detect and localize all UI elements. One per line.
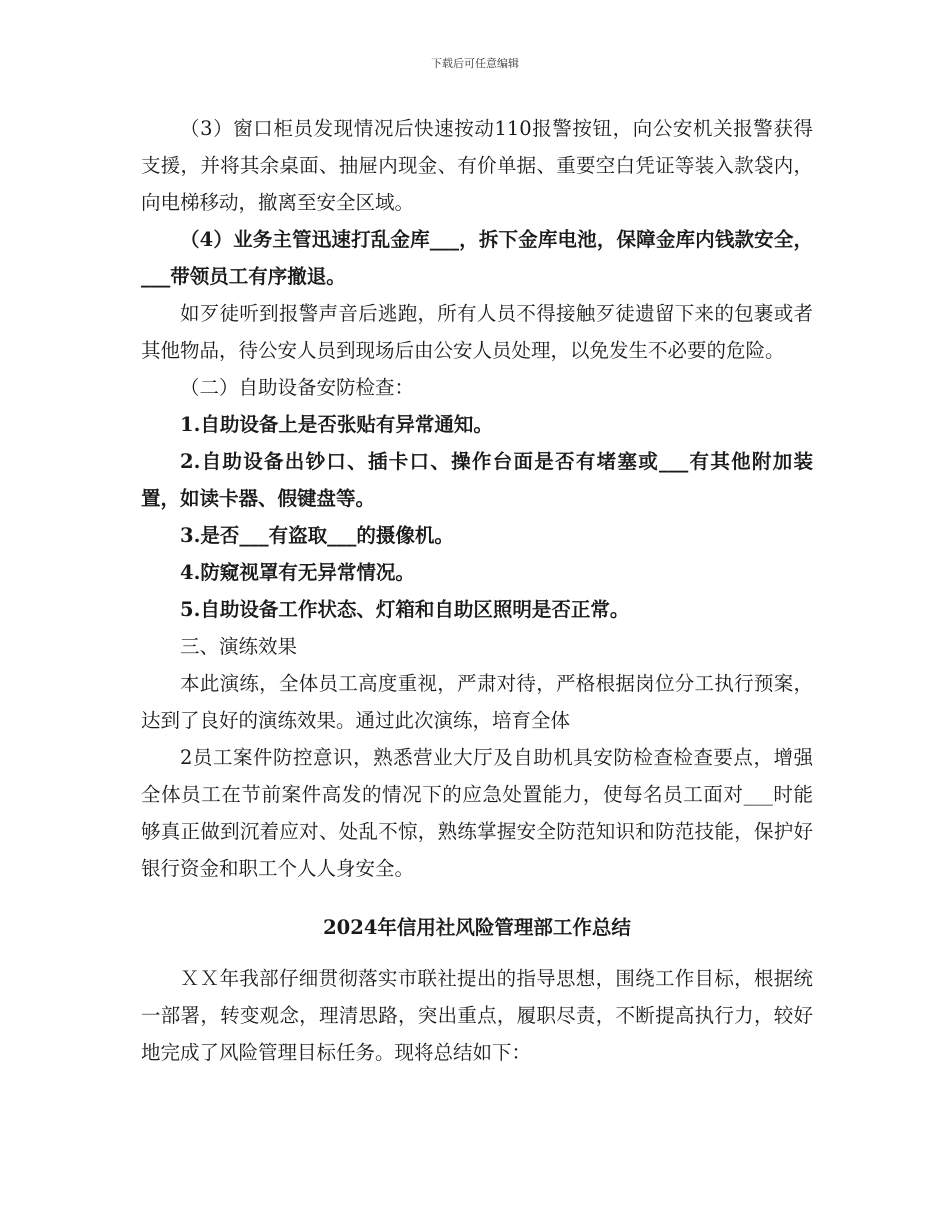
paragraph-drill-benefits: 2员工案件防控意识，熟悉营业大厅及自助机具安防检查检查要点，增强全体员工在节前案件高发的情况下的应急处置能力，使每名员工面对___时能够真正做到沉着应对、处乱不惊，熟练掌握安全防范知识和防范技能，保护好银行资金和职工个人人身安全。 — [141, 746, 813, 880]
paragraph-drill-summary: 本此演练，全体员工高度重视，严肃对待，严格根据岗位分工执行预案，达到了良好的演练效果。通过此次演练，培育全体 — [141, 672, 813, 732]
paragraph-annual-summary: ＸＸ年我部仔细贯彻落实市联社提出的指导思想，围绕工作目标，根据统一部署，转变观念，理清思路，突出重点，履职尽责，不断提高执行力，较好地完成了风险管理目标任务。现将总结如下： — [141, 967, 813, 1064]
paragraph-teller-alarm: （3）窗口柜员发现情况后快速按动110报警按钮，向公安机关报警获得支援，并将其余桌面、抽屉内现金、有价单据、重要空白凭证等装入款袋内，向电梯移动，撤离至安全区域。 — [141, 117, 813, 214]
section-title: 2024年信用社风险管理部工作总结 — [323, 916, 631, 939]
check-item-1: 1.自助设备上是否张贴有异常通知。 — [180, 413, 493, 436]
check-item-3: 3.是否___有盗取___的摄像机。 — [180, 524, 454, 547]
check-item-4: 4.防窥视罩有无异常情况。 — [180, 561, 415, 584]
heading-drill-results: 三、演练效果 — [180, 635, 298, 658]
paragraph-supervisor-vault: （4）业务主管迅速打乱金库___，拆下金库电池，保障金库内钱款安全，___带领员工有序撤退。 — [141, 228, 813, 288]
check-item-2: 2.自助设备出钞口、插卡口、操作台面是否有堵塞或___有其他附加装置，如读卡器、假键盘等。 — [141, 450, 813, 510]
paragraph-robber-flees: 如歹徒听到报警声音后逃跑，所有人员不得接触歹徒遗留下来的包裹或者其他物品，待公安人员到现场后由公安人员处理，以免发生不必要的危险。 — [141, 302, 813, 362]
document-body — [141, 110, 813, 1071]
page-header: 下载后可任意编辑 — [431, 57, 519, 70]
check-item-5: 5.自助设备工作状态、灯箱和自助区照明是否正常。 — [180, 598, 630, 621]
heading-self-service-check: （二）自助设备安防检查： — [180, 376, 415, 399]
